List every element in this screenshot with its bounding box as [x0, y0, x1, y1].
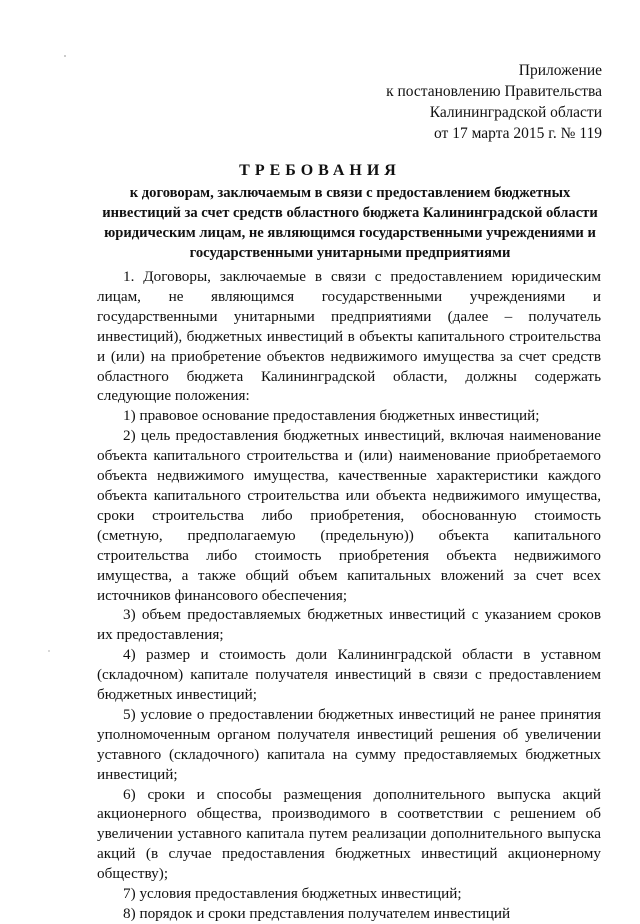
document-subtitle: к договорам, заключаемым в связи с предоставлением бюджетных инвестиций за счет средств областного бюджета Калининградской области юридическим лицам, не являющимся государственными учреждениями и государственными унитарными предприятиями: [102, 185, 598, 261]
list-item-5: 5) условие о предоставлении бюджетных инвестиций не ранее принятия уполномоченным органом получателя инвестиций решения об увеличении уставного (складочного) капитала на сумму предоставляемых бюджетных инвестиций;: [97, 705, 601, 783]
resolution-reference: к постановлению Правительства: [386, 83, 602, 100]
list-item-7: 7) условия предоставления бюджетных инвестиций;: [123, 885, 462, 903]
resolution-date-number: от 17 марта 2015 г. № 119: [434, 125, 602, 142]
document-body: [97, 267, 601, 924]
list-item-8: 8) порядок и сроки представления получателем инвестиций: [123, 905, 511, 922]
scan-speck: [64, 55, 66, 57]
paragraph-1: 1. Договоры, заключаемые в связи с предоставлением юридическим лицам, не являющимся государственными учреждениями и государственными унитарными предприятиями (далее – получатель инвестиций), бюджетных инвестиций в объекты капитального строительства и (или) на приобретение объектов недвижимого имущества за счет средств областного бюджета Калининградской области, должны содержать следующие положения:: [97, 268, 601, 405]
list-item-6: 6) сроки и способы размещения дополнительного выпуска акций акционерного общества, производимого в соответствии с решением об увеличении уставного капитала путем реализации дополнительного выпуска акций (в случае предоставления бюджетных инвестиций акционерному обществу);: [97, 785, 601, 883]
appendix-header: [362, 60, 602, 144]
list-item-2: 2) цель предоставления бюджетных инвестиций, включая наименование объекта капитального строительства и (или) наименование приобретаемого объекта недвижимого имущества, качественные характеристики каждого объекта капитального строительства или объекта недвижимого имущества, сроки строительства либо приобретения, обоснованную стоимость (сметную, предполагаемую (предельную)) объекта капитального строительства либо стоимость приобретения объекта недвижимого имущества, а также общий объем капитальных вложений за счет всех источников финансового обеспечения;: [97, 427, 601, 604]
document-title: ТРЕБОВАНИЯ: [239, 162, 401, 179]
list-item-3: 3) объем предоставляемых бюджетных инвестиций с указанием сроков их предоставления;: [97, 606, 601, 644]
list-item-1: 1) правовое основание предоставления бюджетных инвестиций;: [123, 407, 540, 425]
scan-speck: [48, 650, 50, 652]
region-name: Калининградской области: [429, 104, 602, 121]
list-item-4: 4) размер и стоимость доли Калининградской области в уставном (складочном) капитале получателя инвестиций в связи с предоставлением бюджетных инвестиций;: [97, 646, 601, 704]
appendix-label: Приложение: [518, 62, 602, 79]
